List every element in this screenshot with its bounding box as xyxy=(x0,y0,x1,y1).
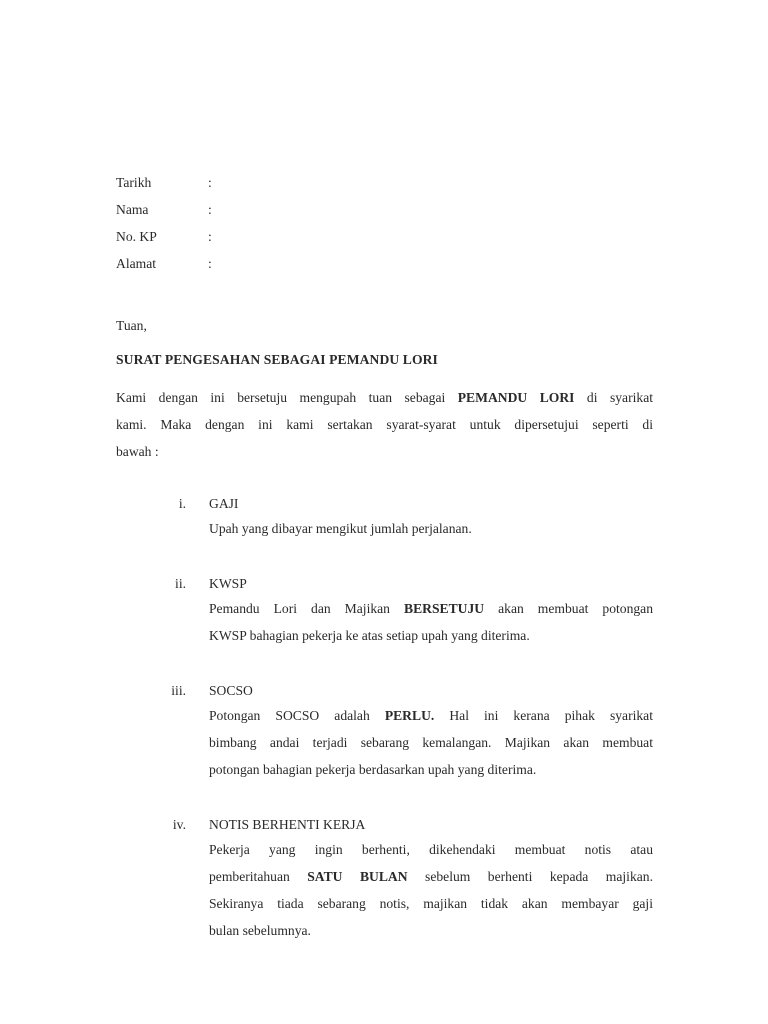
field-label: Nama xyxy=(116,202,149,217)
field-colon: : xyxy=(208,175,212,190)
item-body xyxy=(209,702,653,783)
intro-text: Kami dengan ini bersetuju mengupah tuan sebagai xyxy=(116,390,458,405)
item-number: iii. xyxy=(171,683,186,698)
body-bold: SATU BULAN xyxy=(307,869,408,884)
item-body-line: Pekerja yang ingin berhenti, dikehendaki membuat notis atau xyxy=(209,842,653,857)
body-text: Hal ini kerana pihak syarikat xyxy=(434,708,653,723)
item-number: iv. xyxy=(172,817,186,832)
item-body xyxy=(209,836,653,944)
body-text: akan membuat potongan xyxy=(484,601,653,616)
body-text: Pemandu Lori dan Majikan xyxy=(209,601,405,616)
intro-line-3: bawah : xyxy=(116,444,159,459)
letter-subject: SURAT PENGESAHAN SEBAGAI PEMANDU LORI xyxy=(116,352,438,367)
item-body-line: bimbang andai terjadi sebarang kemalangan. Majikan akan membuat xyxy=(209,735,653,750)
item-body-line xyxy=(209,702,653,729)
item-title: SOCSO xyxy=(209,683,253,698)
field-label: Tarikh xyxy=(116,175,152,190)
item-title: GAJI xyxy=(209,496,239,511)
intro-paragraph xyxy=(116,384,653,465)
item-body-line: Upah yang dibayar mengikut jumlah perjalanan. xyxy=(209,521,472,536)
field-colon: : xyxy=(208,202,212,217)
field-label: Alamat xyxy=(116,256,157,271)
item-body-line: potongan bahagian pekerja berdasarkan upah yang diterima. xyxy=(209,762,537,777)
intro-text: di syarikat xyxy=(574,390,654,405)
body-bold: PERLU. xyxy=(384,708,435,723)
field-colon: : xyxy=(208,229,212,244)
item-body-line: Sekiranya tiada sebarang notis, majikan tidak akan membayar gaji xyxy=(209,896,653,911)
item-body xyxy=(209,595,653,649)
field-colon: : xyxy=(208,256,212,271)
field-label: No. KP xyxy=(116,229,157,244)
body-text: Potongan SOCSO adalah xyxy=(209,708,385,723)
item-number: ii. xyxy=(175,576,186,591)
item-title: KWSP xyxy=(209,576,247,591)
body-bold: BERSETUJU xyxy=(404,601,485,616)
item-body-line xyxy=(209,595,653,622)
item-body-line xyxy=(209,863,653,890)
intro-line-1 xyxy=(116,384,653,411)
salutation: Tuan, xyxy=(116,318,147,333)
item-body-line: bulan sebelumnya. xyxy=(209,923,311,938)
body-text: pemberitahuan xyxy=(209,869,308,884)
body-text: sebelum berhenti kepada majikan. xyxy=(407,869,653,884)
item-number: i. xyxy=(178,496,186,511)
intro-line-2: kami. Maka dengan ini kami sertakan syarat-syarat untuk dipersetujui seperti di xyxy=(116,417,653,432)
item-body-line: KWSP bahagian pekerja ke atas setiap upah yang diterima. xyxy=(209,628,530,643)
item-title: NOTIS BERHENTI KERJA xyxy=(209,817,366,832)
intro-bold: PEMANDU LORI xyxy=(457,390,575,405)
item-body xyxy=(209,515,653,542)
